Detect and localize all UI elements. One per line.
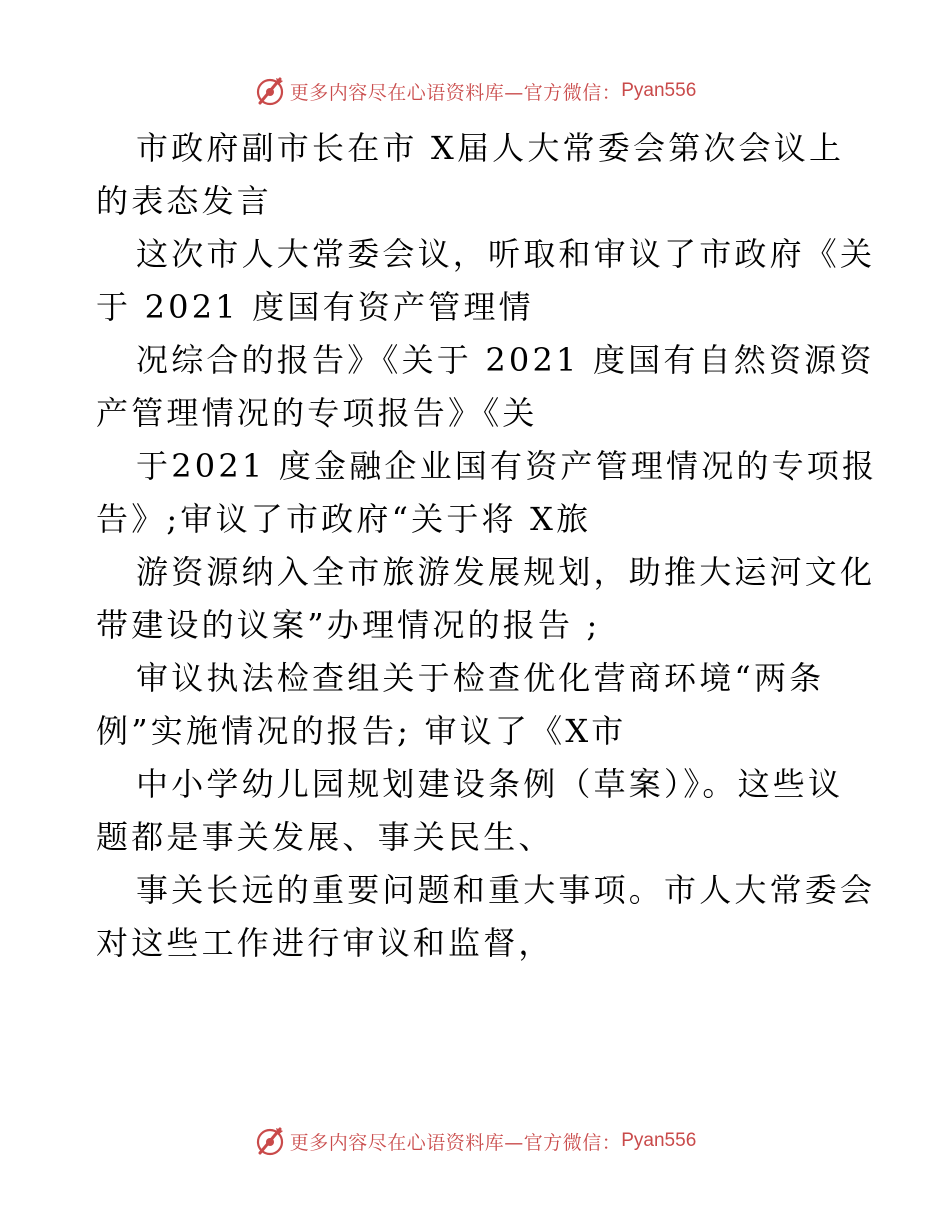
watermark-wechat-id: Pyan556 (621, 80, 697, 101)
header-watermark (0, 74, 950, 108)
text-line: 中小学幼儿园规划建设条例（草案）》。这些议 (136, 765, 844, 803)
text-line: 事关长远的重要问题和重大事项。市人大常委会 (136, 871, 876, 909)
text-line: 的表态发言 (96, 182, 273, 220)
text-line: 产管理情况的专项报告》《关 (96, 394, 538, 432)
text-line: 游资源纳入全市旅游发展规划，助推大运河文化 (136, 553, 876, 591)
quill-seal-icon (254, 1125, 286, 1157)
text-line: 于2021 度金融企业国有资产管理情况的专项报 (136, 447, 878, 485)
footer-watermark (0, 1124, 950, 1158)
text-line: 例”实施情况的报告; 审议了《X市 (96, 712, 627, 750)
document-body (96, 122, 878, 970)
text-line: 审议执法检查组关于检查优化营商环境“两条 (136, 659, 825, 697)
text-line: 市政府副市长在市 X届人大常委会第次会议上 (136, 129, 845, 167)
text-line: 况综合的报告》《关于 2021 度国有自然资源资 (136, 341, 875, 379)
quill-seal-icon (254, 75, 286, 107)
watermark-text: 更多内容尽在心语资料库—官方微信： (289, 81, 622, 104)
text-line: 带建设的议案”办理情况的报告 ; (96, 606, 601, 644)
text-line: 这次市人大常委会议，听取和审议了市政府《关 (136, 235, 876, 273)
text-line: 题都是事关发展、事关民生、 (96, 818, 554, 856)
watermark-text: 更多内容尽在心语资料库—官方微信： (289, 1131, 622, 1154)
text-line: 于 2021 度国有资产管理情 (96, 288, 534, 326)
watermark-wechat-id: Pyan556 (621, 1130, 697, 1151)
text-line: 告》;审议了市政府“关于将 X旅 (96, 500, 592, 538)
text-line: 对这些工作进行审议和监督， (96, 924, 554, 962)
